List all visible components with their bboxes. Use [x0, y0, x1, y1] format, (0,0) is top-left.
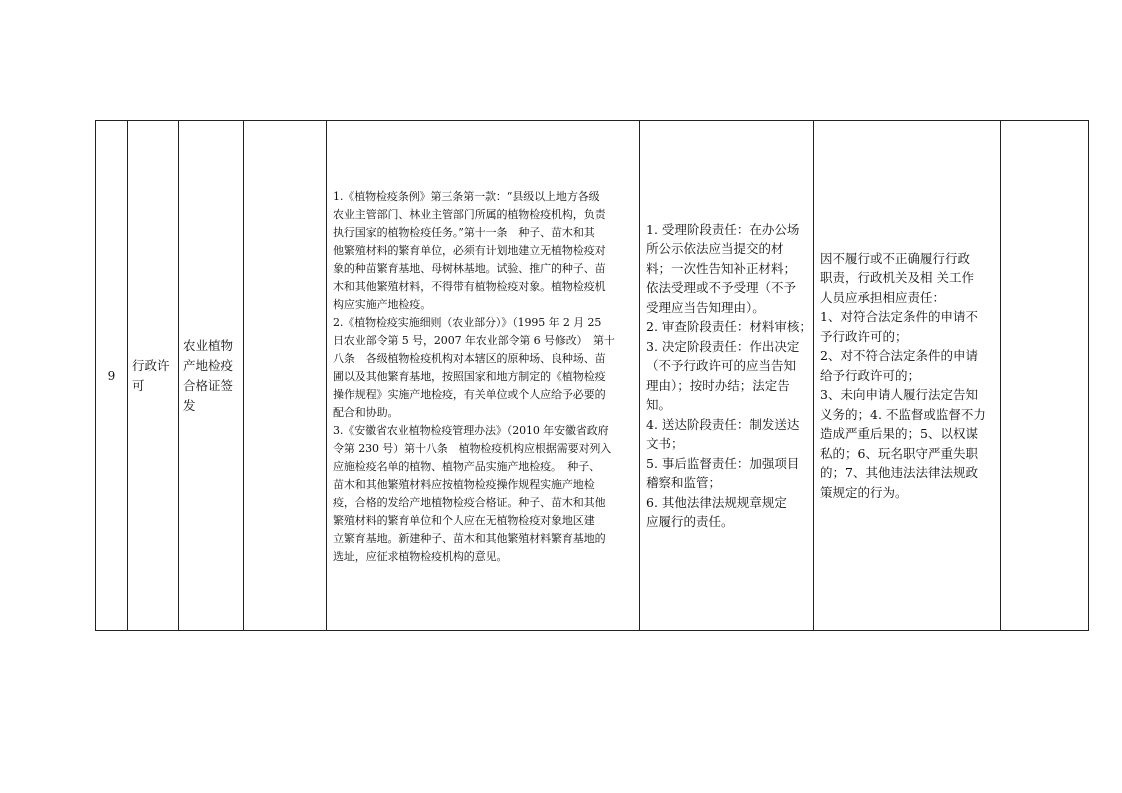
- accountability-line: 造成严重后果的；5、以权谋: [820, 426, 978, 442]
- legal-basis-text: [333, 150, 633, 602]
- duty-line: 料；一次性告知补正材料；: [646, 260, 797, 276]
- duty-line: 2. 审查阶段责任：材料审核；: [646, 319, 812, 334]
- duty-line: 所公示依法应当提交的材: [646, 241, 784, 256]
- accountability-line: 义务的；4. 不监督或监督不力: [820, 406, 986, 422]
- accountability-line: 人员应承担相应责任：: [820, 289, 946, 305]
- legal-basis-line: 疫，合格的发给产地植物检疫合格证。种子、苗木和其他: [333, 495, 606, 509]
- duty-line: 文书；: [646, 436, 684, 451]
- legal-basis-line: 选址，应征求植物检疫机构的意见。: [333, 549, 508, 563]
- legal-basis-line: 农业主管部门、林业主管部门所属的植物检疫机构，负责: [333, 207, 606, 221]
- duty-line: 4. 送达阶段责任：制发送达: [646, 416, 800, 432]
- duty-line: 受理应当告知理由）。: [646, 299, 765, 315]
- legal-basis-line: 令第 230 号）第十八条 植物检疫机构应根据需要对列入: [333, 441, 612, 455]
- duty-line: 3. 决定阶段责任：作出决定: [646, 338, 800, 354]
- remarks-cell: [1001, 121, 1089, 631]
- duty-line: 知。: [646, 397, 672, 412]
- duty-line: 1. 受理阶段责任：在办公场: [646, 221, 800, 237]
- item-name-cell: 农业植物产地检疫合格证签发: [179, 121, 244, 631]
- legal-basis-line: 他繁殖材料的繁育单位，必须有计划地建立无植物检疫对: [333, 243, 606, 257]
- legal-basis-line: 执行国家的植物检疫任务。”第十一条 种子、苗木和其: [333, 225, 595, 239]
- accountability-cell: [814, 121, 1001, 631]
- category-cell: 行政许可: [128, 121, 179, 631]
- accountability-line: 予行政许可的；: [820, 328, 908, 344]
- table-row: [96, 121, 1089, 631]
- accountability-line: 私的；6、玩名职守严重失职: [820, 445, 978, 461]
- accountability-line: 3、未向申请人履行法定告知: [820, 387, 978, 403]
- legal-basis-line: 日农业部令第 5 号，2007 年农业部令第 6 号修改） 第十: [333, 333, 615, 347]
- legal-basis-line: 木和其他繁殖材料，不得带有植物检疫对象。植物检疫机: [333, 279, 606, 293]
- legal-basis-line: 圃以及其他繁育基地，按照国家和地方制定的《植物检疫: [333, 369, 606, 383]
- legal-basis-line: 八条 各级植物检疫机构对本辖区的原种场、良种场、苗: [333, 351, 606, 365]
- legal-basis-line: 象的种苗繁育基地、母树林基地。试验、推广的种子、苗: [333, 261, 606, 275]
- row-number: 9: [96, 121, 128, 631]
- legal-basis-line: 3.《安徽省农业植物检疫管理办法》（2010 年安徽省政府: [333, 423, 609, 437]
- duty-line: 稽察和监管；: [646, 475, 722, 490]
- accountability-line: 1、对符合法定条件的申请不: [820, 309, 978, 325]
- accountability-line: 给予行政许可的；: [820, 367, 921, 383]
- duty-line: 应履行的责任。: [646, 514, 734, 529]
- legal-basis-line: 1.《植物检疫条例》第三条第一款：“县级以上地方各级: [333, 189, 600, 203]
- accountability-line: 职责，行政机关及相 关工作: [820, 270, 974, 286]
- responsibility-table: [95, 120, 1089, 631]
- legal-basis-line: 操作规程》实施产地检疫，有关单位或个人应给予必要的: [333, 387, 606, 401]
- legal-basis-cell: [327, 121, 640, 631]
- accountability-text: [820, 249, 994, 503]
- legal-basis-line: 立繁育基地。新建种子、苗木和其他繁殖材料繁育基地的: [333, 531, 606, 545]
- accountability-line: 的；7、其他违法法律法规政: [820, 465, 978, 481]
- duty-line: 理由）；按时办结；法定告: [646, 377, 790, 393]
- duty-line: 6. 其他法律法规规章规定: [646, 494, 787, 510]
- accountability-line: 策规定的行为。: [820, 484, 908, 500]
- duty-line: 5. 事后监督责任：加强项目: [646, 455, 800, 471]
- duty-text: [646, 220, 812, 532]
- duty-line: （不予行政许可的应当告知: [646, 358, 797, 373]
- duty-line: 依法受理或不予受理（不予: [646, 280, 797, 295]
- duty-cell: [640, 121, 814, 631]
- legal-basis-line: 2.《植物检疫实施细则（农业部分）》（1995 年 2 月 25: [333, 315, 602, 329]
- legal-basis-line: 配合和协助。: [333, 405, 399, 419]
- legal-basis-line: 苗木和其他繁殖材料应按植物检疫操作规程实施产地检: [333, 477, 595, 491]
- legal-basis-line: 构应实施产地检疫。: [333, 297, 432, 311]
- accountability-line: 因不履行或不正确履行行政: [820, 250, 971, 266]
- legal-basis-line: 繁殖材料的繁育单位和个人应在无植物检疫对象地区建: [333, 513, 595, 527]
- legal-basis-line: 应施检疫名单的植物、植物产品实施产地检疫。 种子、: [333, 459, 600, 473]
- accountability-line: 2、对不符合法定条件的申请: [820, 348, 978, 364]
- subitem-cell: [244, 121, 327, 631]
